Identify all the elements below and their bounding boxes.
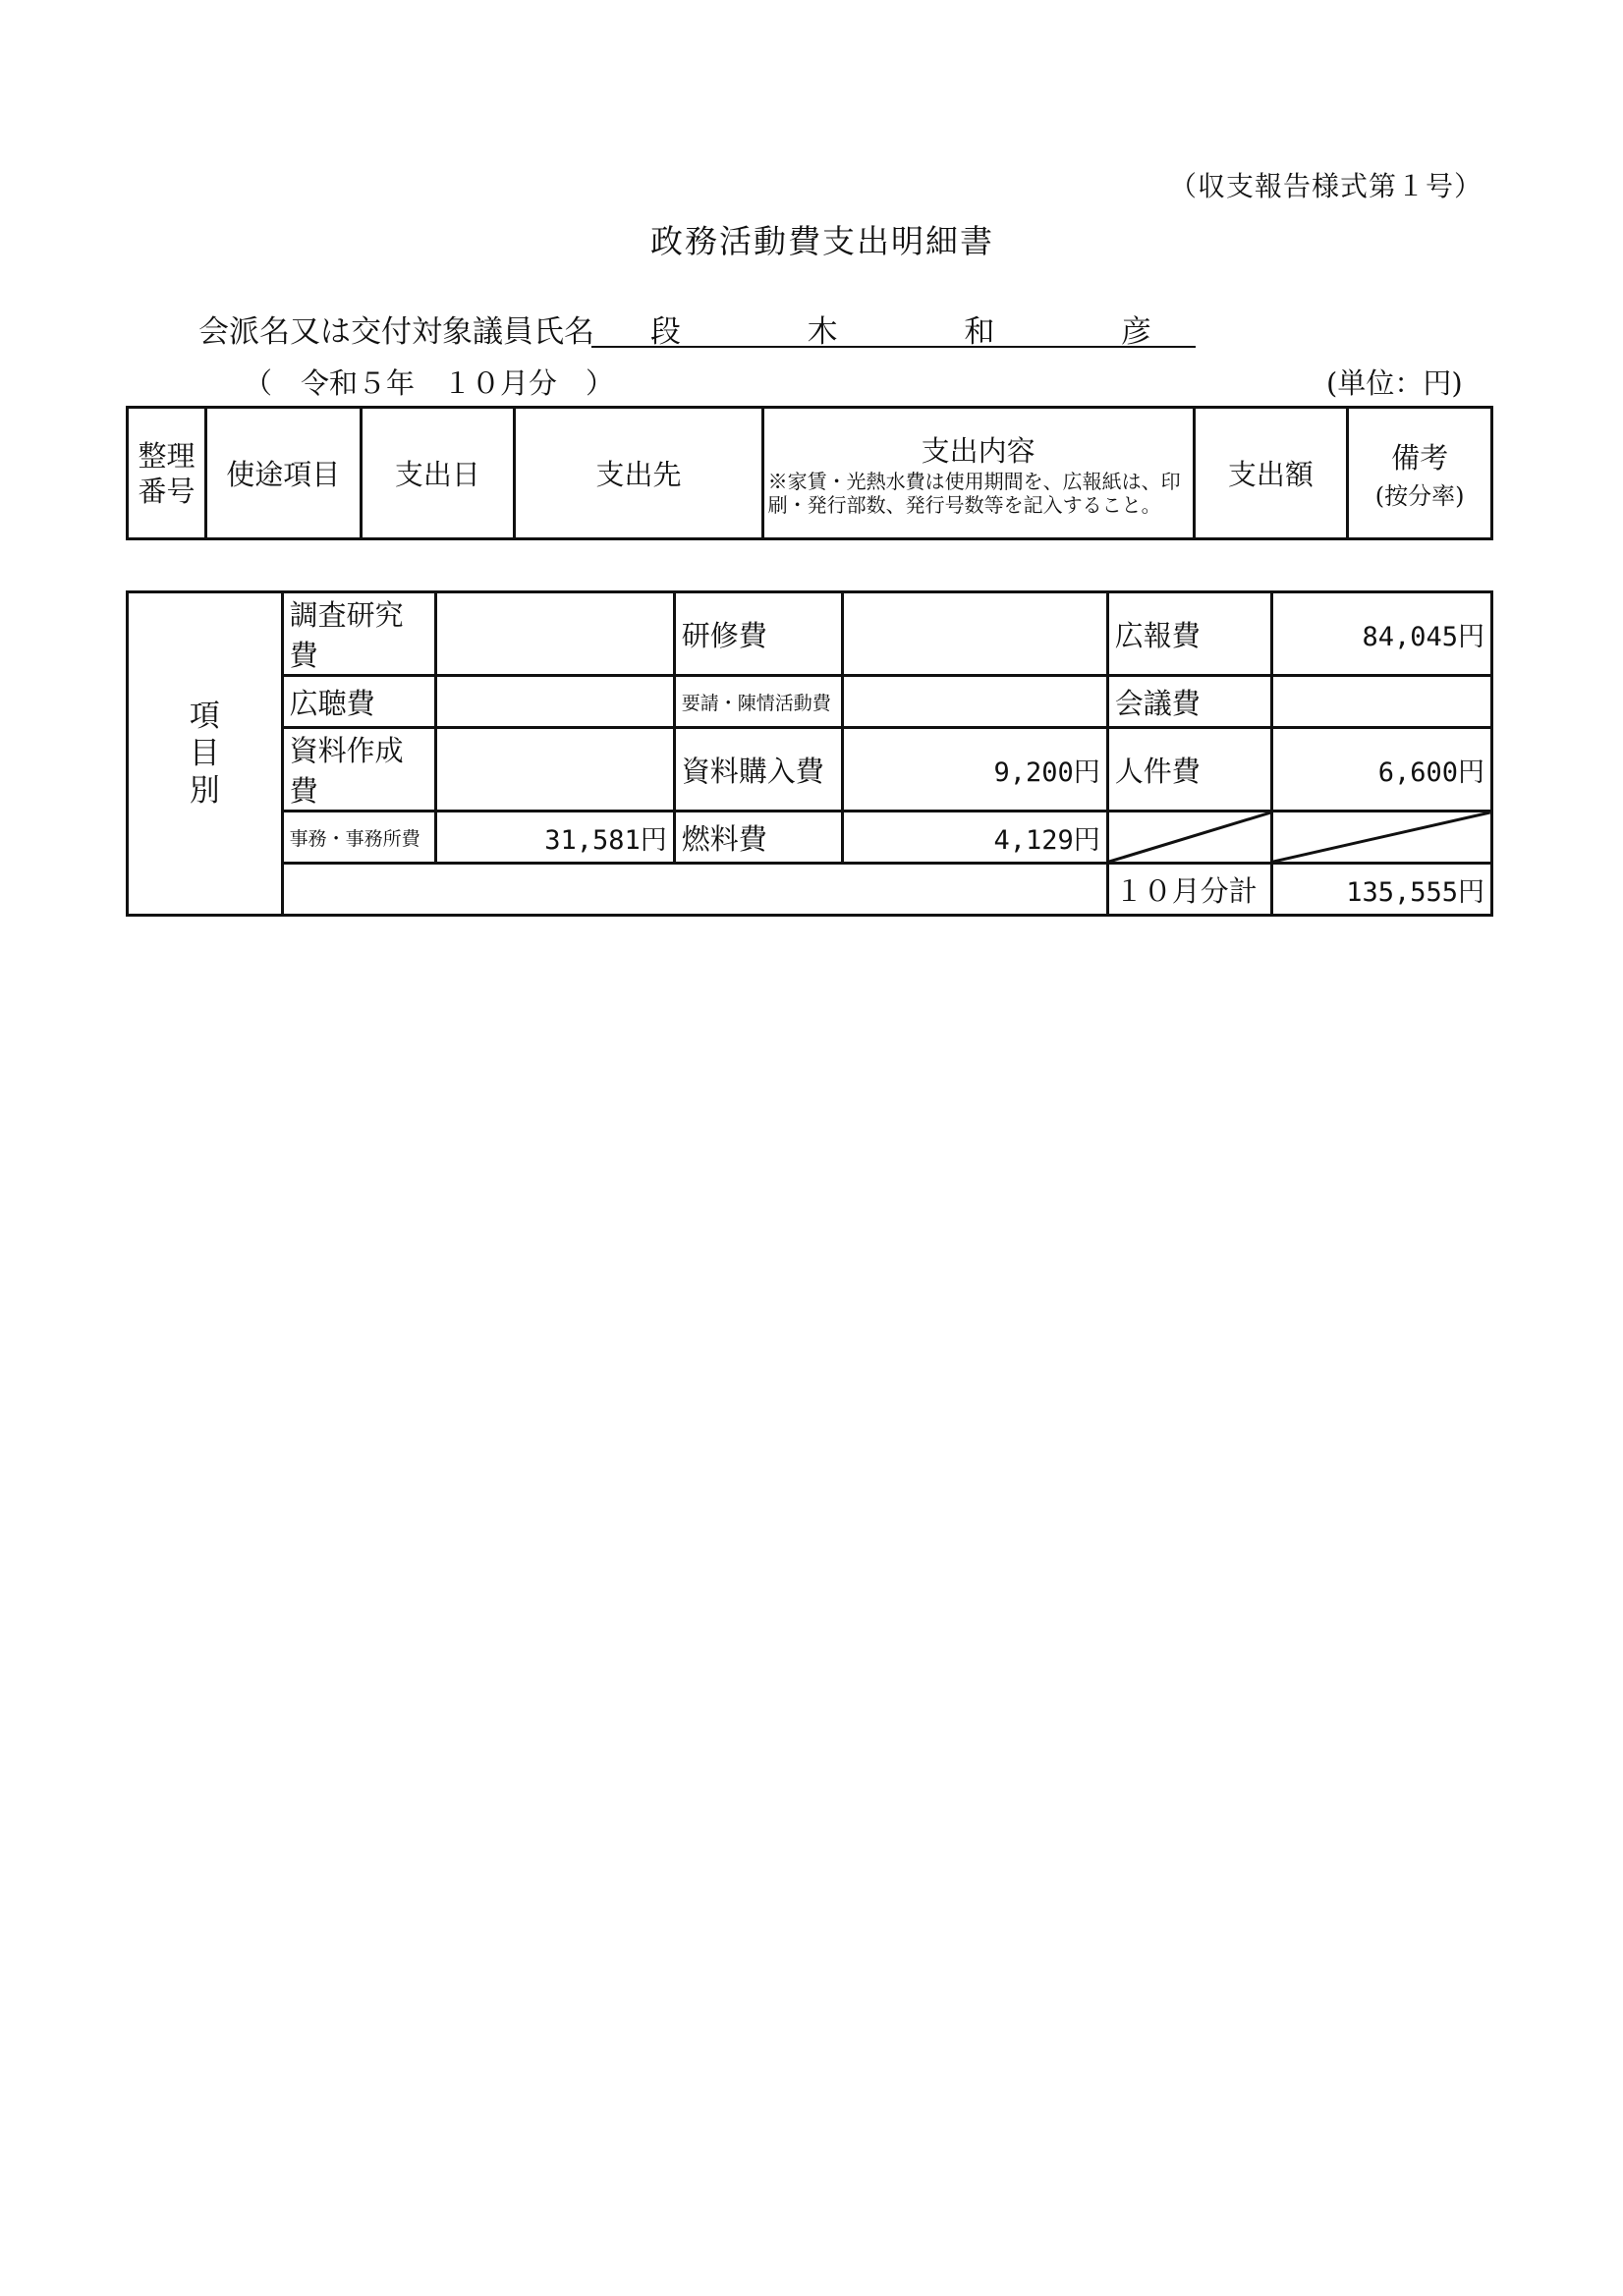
category-amount <box>843 592 1107 676</box>
category-label: 事務・事務所費 <box>282 812 436 864</box>
category-amount <box>436 592 675 676</box>
category-label: 要請・陳情活動費 <box>674 676 843 728</box>
header-col-content <box>762 408 1194 539</box>
category-side-label: 項目別 <box>128 592 283 916</box>
report-period: （ 令和５年 １０月分 ） <box>244 366 615 400</box>
struck-cell <box>1107 812 1272 864</box>
category-amount: 4,129円 <box>843 812 1107 864</box>
member-name-char: 木 <box>807 314 838 350</box>
unit-label: (単位：円) <box>1326 366 1463 400</box>
name-underline <box>591 346 1196 348</box>
header-remarks-title: 備考 <box>1391 440 1449 475</box>
category-label: 人件費 <box>1107 728 1272 812</box>
page-title: 政務活動費支出明細書 <box>650 222 994 260</box>
header-content-note: ※家賃・光熱水費は使用期間を、広報紙は、印刷・発行部数、発行号数等を記入すること。 <box>767 470 1181 517</box>
category-label: 調査研究費 <box>282 592 436 676</box>
category-amount <box>436 728 675 812</box>
monthly-total-amount: 135,555円 <box>1272 864 1492 916</box>
detail-header-table <box>126 406 1493 540</box>
category-amount: 6,600円 <box>1272 728 1492 812</box>
member-name-value <box>601 307 1191 351</box>
category-amount <box>1272 676 1492 728</box>
header-col-purpose: 使途項目 <box>205 408 361 539</box>
category-label: 研修費 <box>674 592 843 676</box>
member-name-char: 彦 <box>1120 314 1151 350</box>
header-col-number: 整理番号 <box>128 408 206 539</box>
struck-cell <box>1272 812 1492 864</box>
monthly-total-label: １０月分計 <box>1107 864 1272 916</box>
category-label: 資料購入費 <box>674 728 843 812</box>
header-content-title: 支出内容 <box>921 434 1035 468</box>
category-amount <box>436 676 675 728</box>
member-name-label: 会派名又は交付対象議員氏名 <box>198 314 594 350</box>
header-col-remarks <box>1348 408 1492 539</box>
member-name-char: 段 <box>650 314 681 350</box>
category-summary-table <box>126 590 1493 917</box>
header-col-payee: 支出先 <box>515 408 762 539</box>
member-name-char: 和 <box>964 314 995 350</box>
member-name-row <box>198 307 1196 350</box>
form-number: （収支報告様式第１号） <box>1169 170 1483 202</box>
category-amount: 31,581円 <box>436 812 675 864</box>
blank-total-row-cell <box>282 864 1107 916</box>
category-label: 会議費 <box>1107 676 1272 728</box>
header-col-date: 支出日 <box>361 408 515 539</box>
category-label: 資料作成費 <box>282 728 436 812</box>
category-label: 広聴費 <box>282 676 436 728</box>
category-label: 燃料費 <box>674 812 843 864</box>
category-label: 広報費 <box>1107 592 1272 676</box>
category-amount: 9,200円 <box>843 728 1107 812</box>
diagonal-slash <box>1273 812 1490 862</box>
diagonal-slash <box>1109 812 1271 862</box>
category-amount: 84,045円 <box>1272 592 1492 676</box>
header-col-amount: 支出額 <box>1194 408 1348 539</box>
header-remarks-sub: (按分率) <box>1374 481 1465 510</box>
category-amount <box>843 676 1107 728</box>
